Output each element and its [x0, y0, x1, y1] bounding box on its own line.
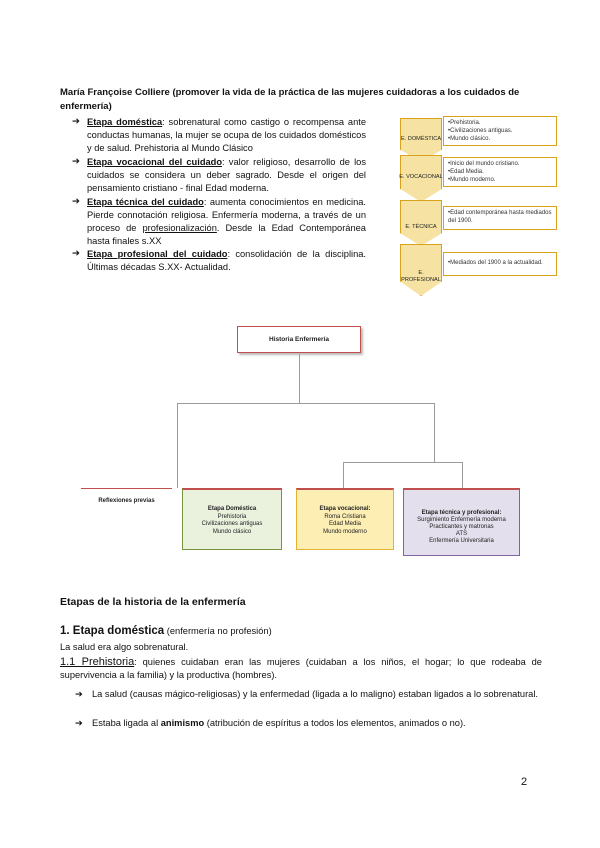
connector [343, 462, 462, 463]
list-item: ➔ Etapa técnica del cuidado: aumenta conocimientos en medicina. Pierde connotación religiosa. Enfermería moderna, a través de un proceso de profesionalización. Desde la Edad Contemporánea hasta finales s.XX [72, 196, 366, 246]
connector [434, 403, 435, 463]
org-reflexiones: Reflexiones previas [81, 488, 172, 518]
process-box-vocacional: •Inicio del mundo cristiano. •Edad Media. •Mundo moderno. [443, 157, 557, 187]
process-box-domestica: •Prehistoria. •Civilizaciones antiguas. •Mundo clásico. [443, 116, 557, 146]
org-root: Historia Enfermería [237, 326, 361, 353]
process-box-tecnica: •Edad contemporánea hasta mediados del 1900. [443, 206, 557, 230]
chevron-label: E. TÉCNICA [405, 224, 437, 230]
arrow-icon: ➔ [75, 718, 83, 728]
section-title: Etapas de la historia de la enfermería [60, 596, 246, 608]
connector [343, 462, 344, 488]
process-box-profesional: •Mediados del 1900 a la actualidad. [443, 252, 557, 276]
chevron-label: E. DOMÉSTICA [400, 136, 442, 142]
arrow-icon: ➔ [72, 248, 80, 259]
list-item: ➔ Estaba ligada al animismo (atribución de espíritus a todos los elementos, animados o no). [75, 718, 466, 728]
subsection-heading: 1. Etapa doméstica (enfermería no profesión) [60, 625, 272, 637]
list-item: ➔ Etapa vocacional del cuidado: valor religioso, desarrollo de los cuidados se considera un deber sagrado. Desde el origen del pensamiento cristiano - final Edad moderna. [72, 156, 366, 193]
chevron-label: E. PROFESIONAL [401, 270, 441, 283]
list-item: ➔ Etapa profesional del cuidado: consolidación de la disciplina. Últimas décadas S.XX- Actualidad. [72, 248, 366, 272]
chevron-label: E. VOCACIONAL [399, 174, 443, 180]
list-item: ➔ La salud (causas mágico-religiosas) y la enfermedad (ligada a lo maligno) estaban ligados a lo sobrenatural. [75, 689, 538, 699]
chevron-tecnica [400, 200, 442, 246]
arrow-icon: ➔ [72, 196, 80, 207]
org-domestica: Etapa Doméstica Prehistoria Civilizaciones antiguas Mundo clásico [182, 488, 282, 550]
org-vocacional: Etapa vocacional: Roma Cristiana Edad Media Mundo moderno [296, 488, 394, 550]
connector [177, 403, 178, 488]
connector [299, 354, 300, 403]
connector [177, 403, 434, 404]
list-item: ➔ Etapa doméstica: sobrenatural como castigo o recompensa ante conductas humanas, la mujer se ocupa de los cuidados domésticos y de salud. Prehistoria al Mundo Clásico [72, 116, 366, 153]
etapas-list [60, 116, 366, 274]
arrow-icon: ➔ [75, 689, 83, 699]
org-tecnica: Etapa técnica y profesional: Surgimiento Enfermería moderna Practicantes y matronas ATS Enfermería Universitaria [403, 488, 520, 556]
arrow-icon: ➔ [72, 116, 80, 127]
page-number: 2 [521, 776, 528, 788]
intro-text: La salud era algo sobrenatural. [60, 642, 189, 652]
connector [462, 462, 463, 488]
prehistoria-paragraph: 1.1 Prehistoria: quienes cuidaban eran las mujeres (cuidaban a los niños, el hogar; lo que rodeaba de supervivencia a la familia) y la productiva (hombres). [60, 656, 542, 680]
arrow-icon: ➔ [72, 156, 80, 167]
document-heading: María Françoise Colliere (promover la vida de la práctica de las mujeres cuidadoras a los cuidados de enfermería) [60, 87, 520, 112]
